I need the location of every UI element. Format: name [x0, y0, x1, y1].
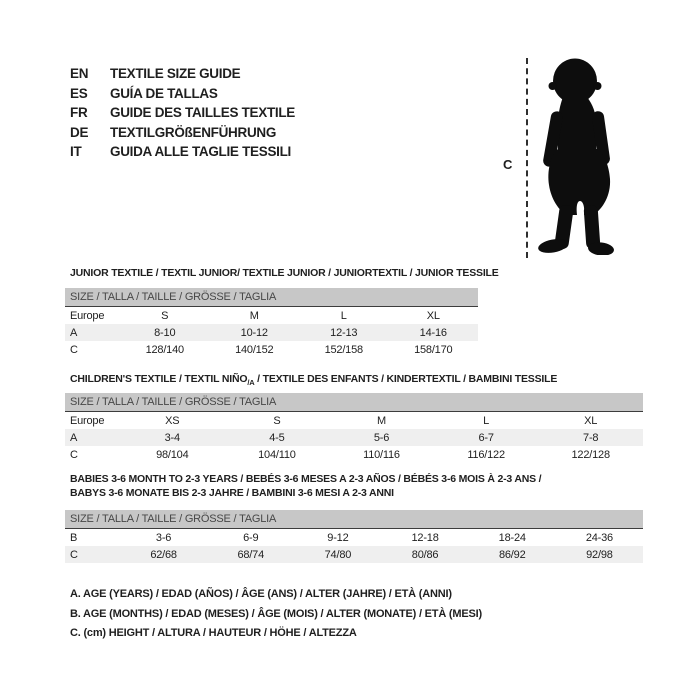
table-row: [65, 307, 478, 324]
size-cell: 6-9: [243, 531, 259, 544]
size-cell: 3-4: [164, 431, 180, 444]
language-title: GUÍA DE TALLAS: [110, 85, 218, 101]
table-row: [65, 341, 478, 358]
language-code: EN: [70, 66, 89, 81]
size-cell: 86/92: [498, 548, 526, 561]
size-cell: 152/158: [324, 343, 363, 356]
children-section-title: [70, 372, 557, 390]
size-header-bar: [65, 288, 478, 307]
legend-line: A. AGE (YEARS) / EDAD (AÑOS) / ÂGE (ANS) / ALTER (JAHRE) / ETÀ (ANNI): [70, 588, 452, 600]
size-cell: 122/128: [571, 448, 610, 461]
section-title-segment: / TEXTILE DES ENFANTS / KINDERTEXTIL / BAMBINI TESSILE: [254, 373, 558, 385]
size-cell: XS: [165, 414, 180, 427]
children-size-table: [65, 393, 643, 463]
language-list: [70, 64, 295, 162]
size-cell: 9-12: [327, 531, 349, 544]
language-title: GUIDE DES TAILLES TEXTILE: [110, 105, 296, 120]
row-label: A: [70, 326, 78, 339]
size-cell: 140/152: [235, 343, 274, 356]
legend-line: B. AGE (MONTHS) / EDAD (MESES) / ÂGE (MOIS) / ALTER (MONATE) / ETÀ (MESI): [70, 607, 482, 620]
size-cell: 12-18: [411, 531, 439, 544]
babies-size-table: [65, 510, 643, 563]
size-cell: 5-6: [373, 431, 390, 444]
size-cell: 18-24: [498, 531, 526, 544]
size-cell: M: [377, 414, 386, 427]
junior-section-title: [70, 266, 499, 280]
row-label: A: [70, 431, 78, 444]
section-title-segment: BABIES 3-6 MONTH TO 2-3 YEARS / BEBÉS 3-6 MESES A 2-3 AÑOS / BÉBÉS 3-6 MOIS À 2-3 ANS /: [70, 473, 542, 485]
language-title: GUIDA ALLE TAGLIE TESSILI: [110, 144, 291, 159]
size-cell: 68/74: [237, 548, 264, 561]
size-cell: 104/110: [258, 448, 296, 461]
section-title-segment: BABYS 3-6 MONATE BIS 2-3 JAHRE / BAMBINI 3-6 MESI A 2-3 ANNI: [70, 487, 394, 499]
row-label: B: [70, 531, 78, 544]
size-header-label: SIZE / TALLA / TAILLE / GRÖSSE / TAGLIA: [70, 396, 277, 408]
size-cell: 92/98: [586, 548, 613, 561]
legend-line: C. (cm) HEIGHT / ALTURA / HAUTEUR / HÖHE / ALTEZZA: [70, 627, 357, 639]
section-title-line: [70, 266, 499, 280]
babies-section-title: [70, 472, 541, 500]
section-title-segment: /A: [247, 378, 255, 388]
size-cell: S: [161, 309, 169, 322]
size-cell: 62/68: [150, 548, 177, 561]
row-label: C: [70, 343, 78, 356]
size-cell: L: [340, 309, 347, 322]
table-row: [65, 529, 643, 546]
size-cell: S: [273, 414, 281, 427]
language-title: TEXTILE SIZE GUIDE: [110, 66, 241, 81]
size-header-bar: [65, 510, 643, 529]
size-cell: 3-6: [155, 531, 172, 544]
language-code: IT: [70, 144, 82, 159]
row-label: C: [70, 548, 78, 561]
size-cell: 158/170: [414, 343, 453, 356]
size-cell: 14-16: [419, 326, 447, 339]
height-measure-dashed-line: [526, 58, 528, 258]
size-cell: 6-7: [478, 431, 494, 444]
row-label: C: [70, 448, 78, 461]
section-title-line: [70, 486, 541, 500]
row-label: Europe: [70, 414, 105, 427]
size-cell: XL: [584, 414, 598, 427]
table-row: [65, 446, 643, 463]
section-title-line: [70, 372, 557, 390]
row-label: Europe: [70, 309, 105, 322]
size-cell: M: [249, 309, 259, 322]
language-row: [70, 103, 295, 123]
size-cell: 110/116: [363, 448, 400, 461]
size-cell: 80/86: [411, 548, 439, 561]
size-cell: 12-13: [330, 326, 358, 339]
section-title-segment: CHILDREN'S TEXTILE / TEXTIL NIÑO: [70, 373, 248, 385]
section-title-line: [70, 472, 541, 486]
legend: [70, 585, 482, 644]
size-cell: 10-12: [240, 326, 268, 339]
size-header-label: SIZE / TALLA / TAILLE / GRÖSSE / TAGLIA: [70, 291, 277, 303]
size-header-label: SIZE / TALLA / TAILLE / GRÖSSE / TAGLIA: [70, 513, 277, 525]
section-title-segment: JUNIOR TEXTILE / TEXTIL JUNIOR/ TEXTILE JUNIOR / JUNIORTEXTIL / JUNIOR TESSILE: [70, 267, 499, 279]
language-code: ES: [70, 85, 88, 101]
baby-silhouette-icon: [535, 57, 627, 255]
size-cell: L: [483, 414, 490, 427]
language-code: FR: [70, 105, 88, 120]
language-row: [70, 64, 295, 84]
size-cell: 24-36: [585, 531, 613, 544]
language-row: [70, 123, 295, 143]
size-cell: 116/122: [467, 448, 505, 461]
language-row: [70, 84, 295, 104]
junior-size-table: [65, 288, 478, 358]
size-cell: XL: [426, 309, 440, 322]
size-cell: 128/140: [145, 343, 184, 356]
size-cell: 8-10: [154, 326, 176, 339]
table-row: [65, 412, 643, 429]
size-cell: 98/104: [156, 448, 189, 461]
size-cell: 7-8: [583, 431, 599, 444]
language-code: DE: [70, 124, 89, 140]
table-row: [65, 324, 478, 341]
table-row: [65, 429, 643, 446]
language-title: TEXTILGRÖßENFÜHRUNG: [110, 124, 277, 140]
size-header-bar: [65, 393, 643, 412]
height-measure-label: C: [503, 157, 513, 172]
language-row: [70, 142, 295, 162]
size-cell: 4-5: [269, 431, 285, 444]
size-cell: 74/80: [324, 548, 352, 561]
table-row: [65, 546, 643, 563]
